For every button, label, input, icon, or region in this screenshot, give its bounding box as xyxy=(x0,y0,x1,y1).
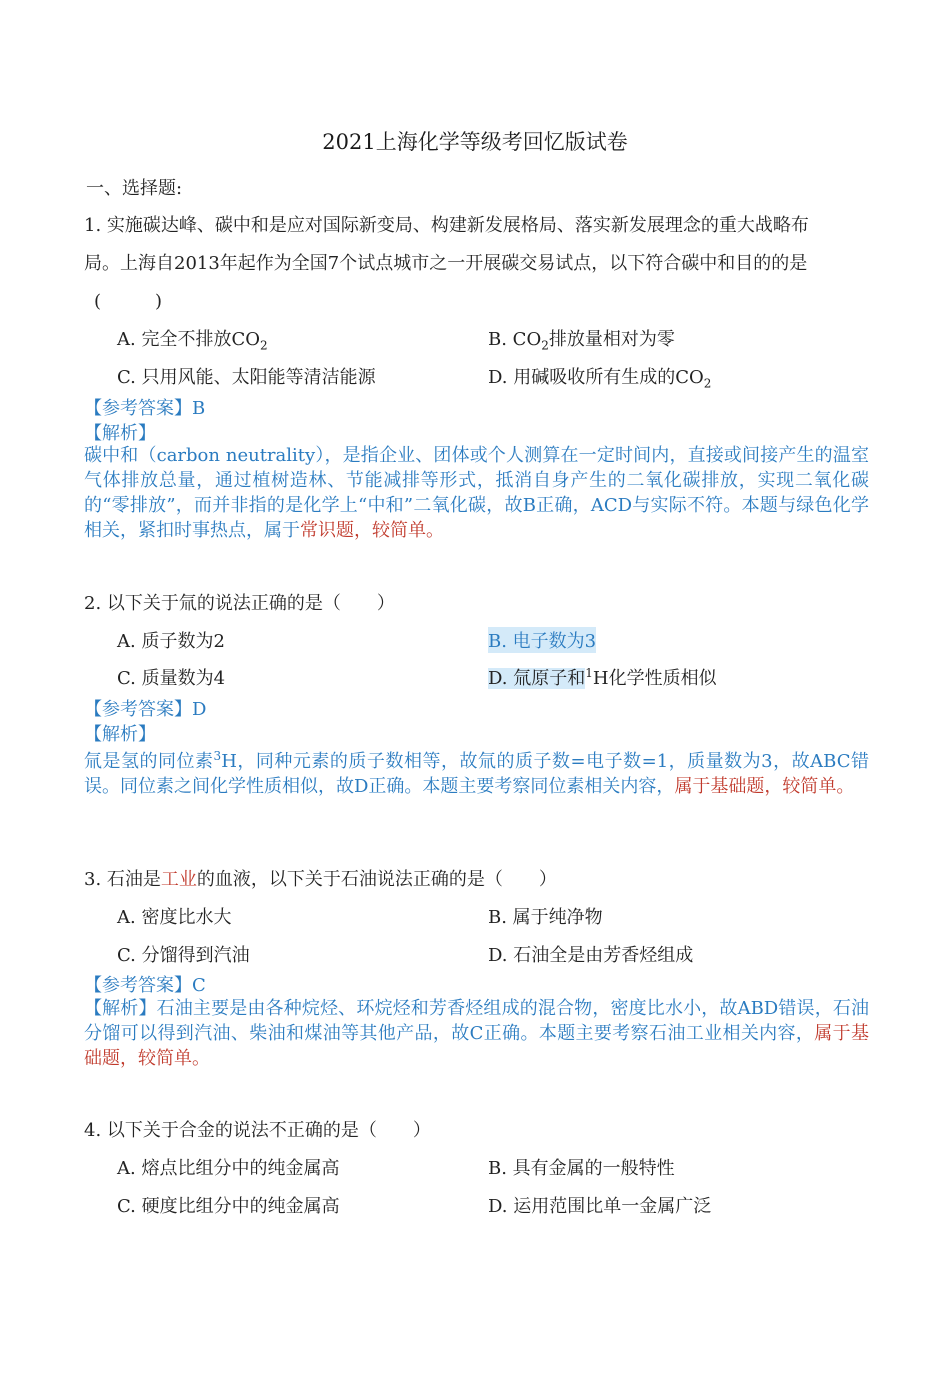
q3-analysis: 【解析】石油主要是由各种烷烃、环烷烃和芳香烃组成的混合物，密度比水小，故ABD错误，石油分馏可以得到汽油、柴油和煤油等其他产品，故C正确。本题主要考察石油工业相关内容，属于基础题，较简单。 xyxy=(84,998,870,1069)
q3-stem: 3. 石油是工业的血液，以下关于石油说法正确的是（ ） xyxy=(84,869,557,890)
q1-option-c: C. 只用风能、太阳能等清洁能源 xyxy=(117,367,376,388)
q2-analysis: 氚是氢的同位素$^3$H，同种元素的质子数相等，故氚的质子数=电子数=1，质量数为3，故ABC错误。同位素之间化学性质相似，故D正确。本题主要考察同位素相关内容，属于基础题，较简单。 xyxy=(84,749,869,797)
q1-stem-line1: 1. 实施碳达峰、碳中和是应对国际新变局、构建新发展格局、落实新发展理念的重大战略布 xyxy=(84,215,809,236)
q3-option-d: D. 石油全是由芳香烃组成 xyxy=(488,945,694,966)
q3-option-c: C. 分馏得到汽油 xyxy=(117,945,250,966)
q4-option-a: A. 熔点比组分中的纯金属高 xyxy=(117,1158,340,1179)
q2-option-b: B. 电子数为3 xyxy=(488,627,596,653)
q3-option-a: A. 密度比水大 xyxy=(117,907,232,928)
q2-option-a: A. 质子数为2 xyxy=(117,631,225,652)
q2-option-d: D. 氚原子和$^1$H化学性质相似 xyxy=(488,666,717,689)
q2-answer: 【参考答案】D xyxy=(84,699,207,720)
q3-answer: 【参考答案】C xyxy=(84,975,206,996)
q1-analysis-label: 【解析】 xyxy=(84,423,156,444)
section-heading: 一、选择题: xyxy=(86,178,183,199)
q1-option-a: A. 完全不排放$CO_2$ xyxy=(117,329,268,353)
q4-option-b: B. 具有金属的一般特性 xyxy=(488,1158,675,1179)
page-title: 2021上海化学等级考回忆版试卷 xyxy=(322,130,628,154)
q1-option-b: B. $CO_2$排放量相对为零 xyxy=(488,329,675,353)
q1-blank: ( ) xyxy=(94,291,163,312)
q1-answer: 【参考答案】B xyxy=(84,398,206,419)
q4-stem: 4. 以下关于合金的说法不正确的是（ ） xyxy=(84,1120,431,1141)
q4-option-d: D. 运用范围比单一金属广泛 xyxy=(488,1196,712,1217)
q3-option-b: B. 属于纯净物 xyxy=(488,907,603,928)
q2-analysis-label: 【解析】 xyxy=(84,724,156,745)
q1-analysis: 碳中和（carbon neutrality），是指企业、团体或个人测算在一定时间内，直接或间接产生的温室气体排放总量，通过植树造林、节能减排等形式，抵消自身产生的二氧化碳排放，实现二氧化碳的“零排放”，而并非指的是化学上“中和”二氧化碳，故B正确，ACD与实际不符。本题与绿色化学相关，紧扣时事热点，属于常识题，较简单。 xyxy=(84,445,869,541)
q1-stem-line2: 局。上海自2013年起作为全国7个试点城市之一开展碳交易试点，以下符合碳中和目的的是 xyxy=(84,253,808,274)
q2-stem: 2. 以下关于氚的说法正确的是（ ） xyxy=(84,593,395,614)
q1-option-d: D. 用碱吸收所有生成的$CO_2$ xyxy=(488,367,712,391)
q4-option-c: C. 硬度比组分中的纯金属高 xyxy=(117,1196,340,1217)
q2-option-c: C. 质量数为4 xyxy=(117,668,226,689)
